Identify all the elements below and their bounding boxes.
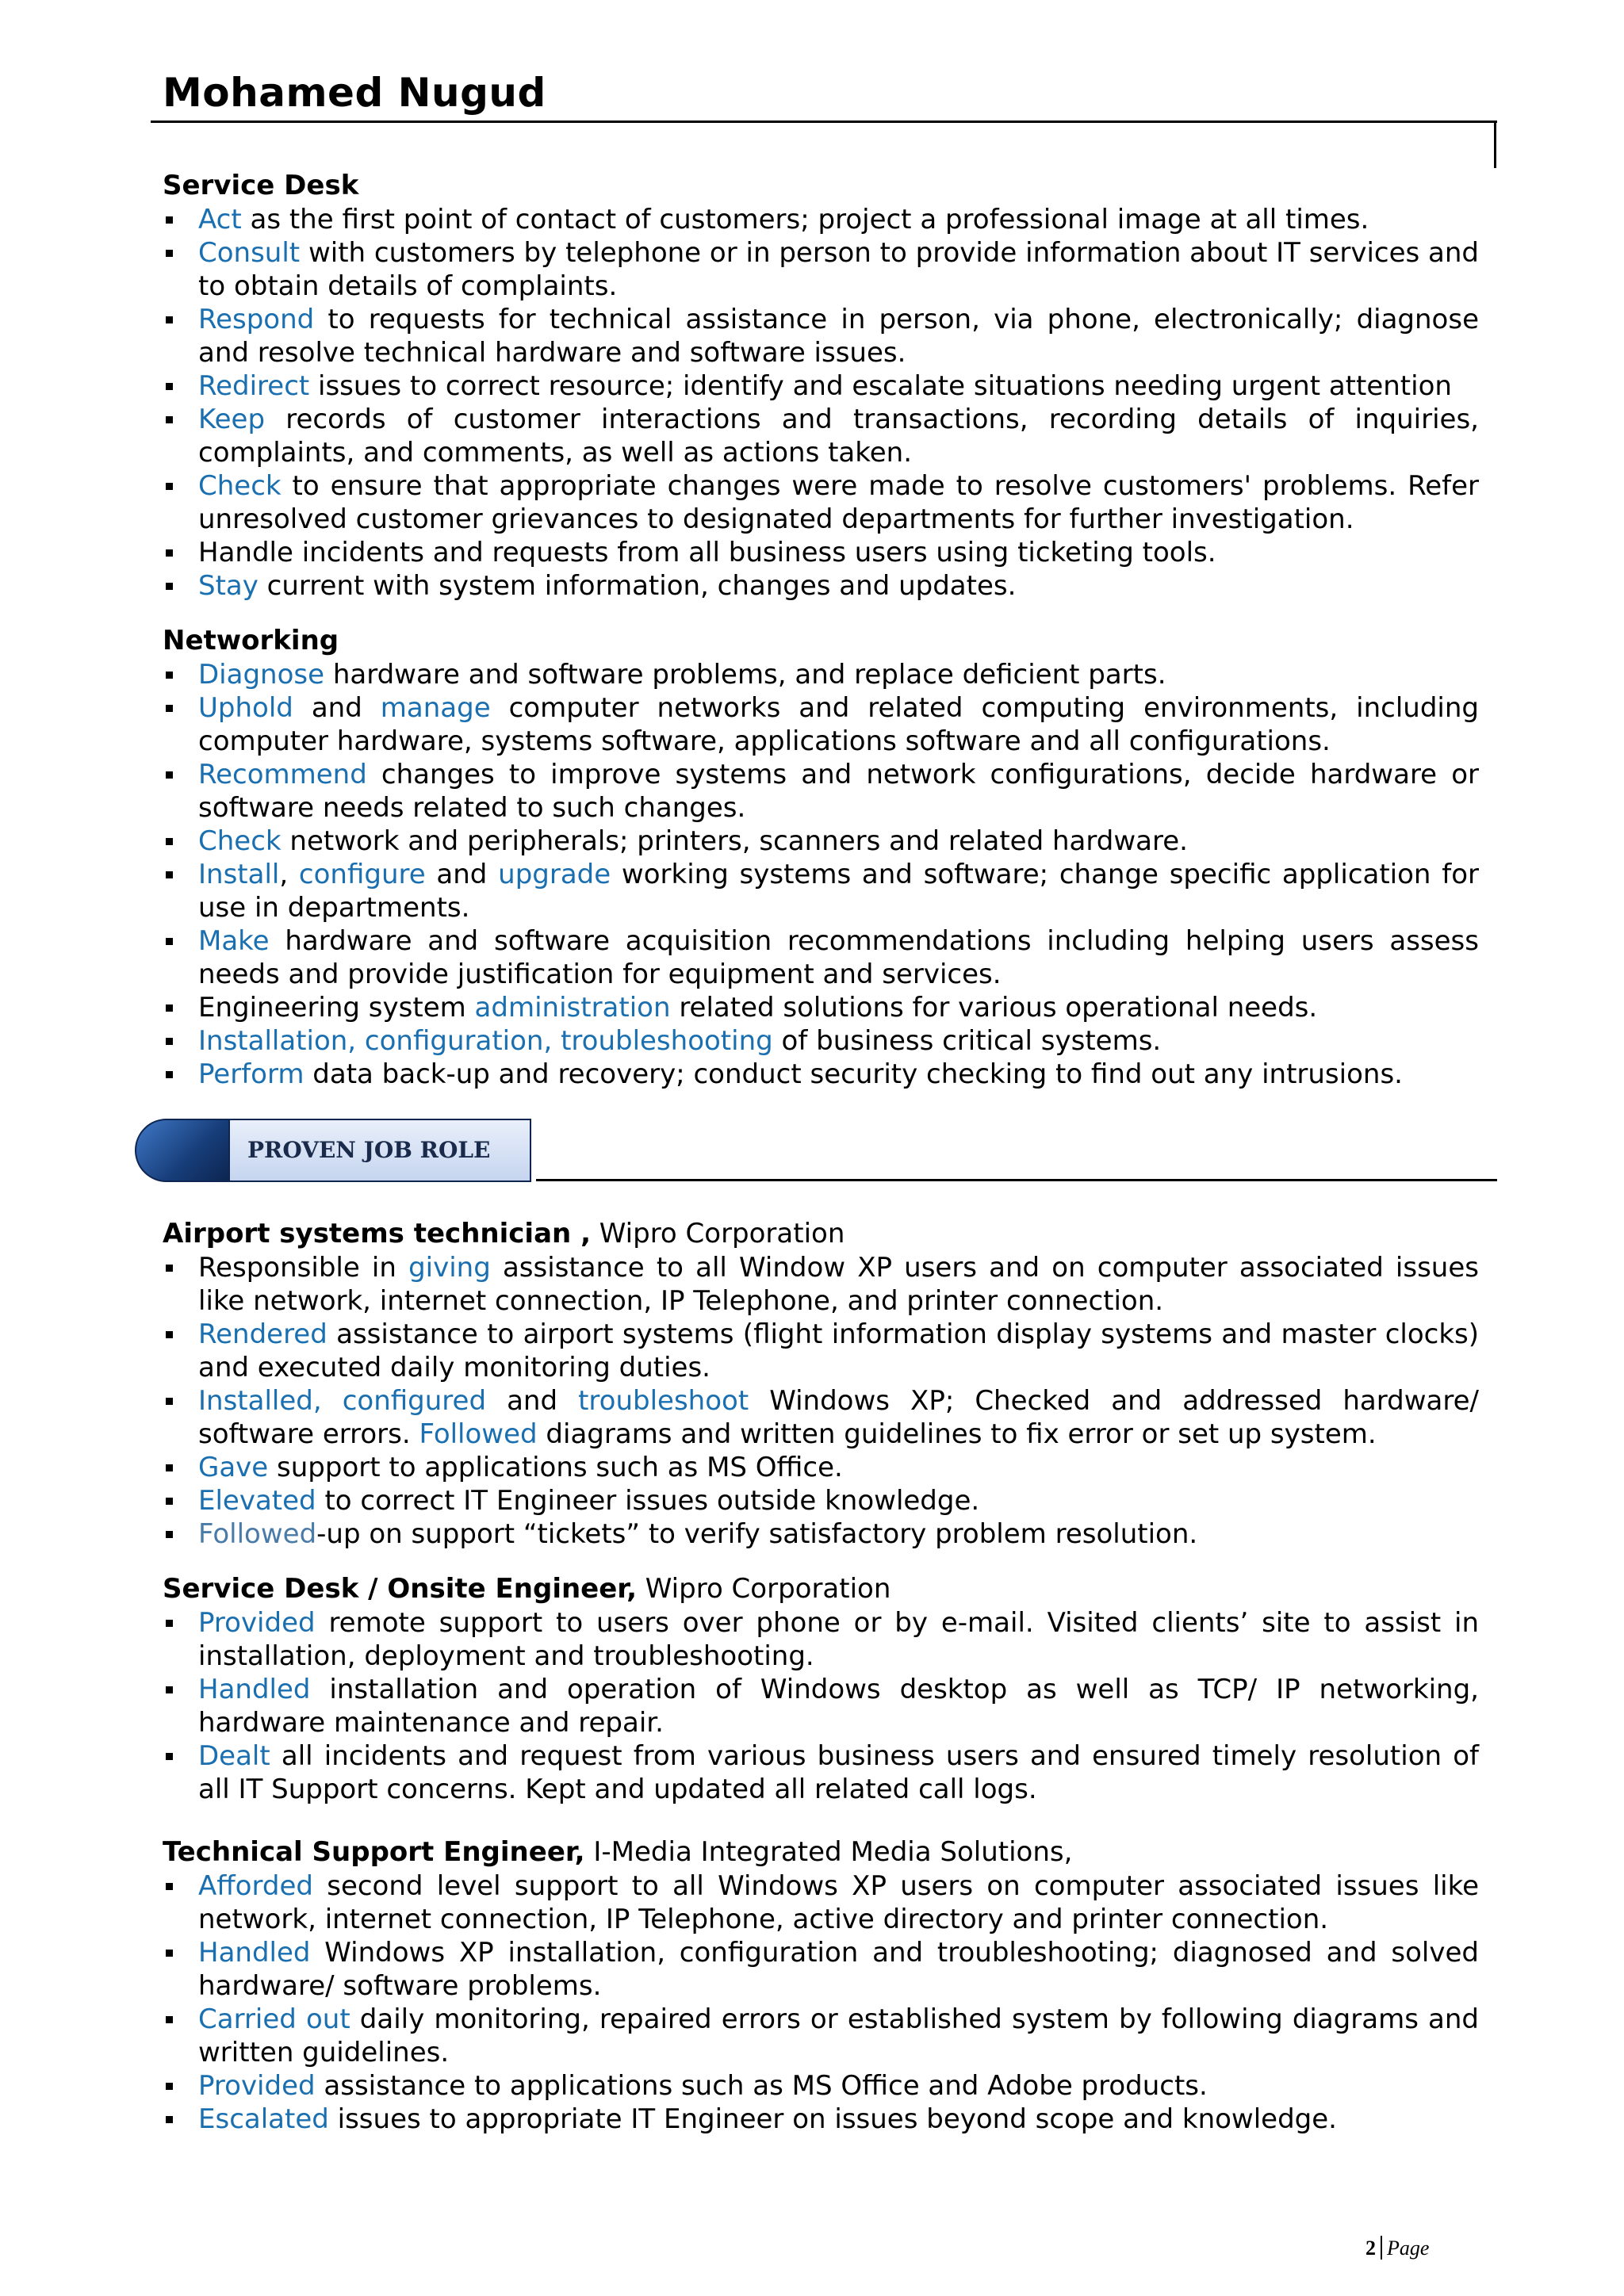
header-rule: [151, 121, 1497, 123]
item-text: installation and operation of Windows desktop as well as TCP/ IP networking, hardware maintenance and repair.: [198, 1674, 1479, 1739]
job-entry: [163, 1216, 1479, 1551]
item-text: current with system information, changes and updates.: [258, 570, 1017, 602]
job-company: I-Media Integrated Media Solutions,: [584, 1836, 1073, 1868]
item-text: issues to correct resource; identify and escalate situations needing urgent attention: [309, 370, 1452, 402]
list-item: [163, 1318, 1479, 1384]
item-text: assistance to all Window XP users and on computer associated issues like network, internet connection, IP Telephone, and printer connection.: [198, 1252, 1479, 1317]
list-item: [163, 1869, 1479, 1936]
item-text: -up on support “tickets” to verify satisfactory problem resolution.: [316, 1518, 1198, 1550]
bullet-list: [163, 658, 1479, 1091]
job-title: Service Desk / Onsite Engineer,: [163, 1573, 637, 1605]
list-item: [163, 858, 1479, 924]
list-item: [163, 1024, 1479, 1058]
job-heading: [163, 1835, 1479, 1869]
highlighted-verb: Followed: [198, 1518, 317, 1550]
item-text: second level support to all Windows XP users on computer associated issues like network, internet connection, IP Telephone, active directory and printer connection.: [198, 1870, 1479, 1935]
highlighted-verb: Check: [198, 825, 282, 857]
page-footer: [1365, 2236, 1429, 2260]
item-text: computer networks and related computing environments, including computer hardware, systems software, applications software and all configurations.: [198, 692, 1479, 757]
job-entry: [163, 1835, 1479, 2136]
bullet-list: [163, 1251, 1479, 1551]
list-item: [163, 236, 1479, 303]
list-item: [163, 1936, 1479, 2003]
item-text: changes to improve systems and network configurations, decide hardware or software needs related to such changes.: [198, 759, 1479, 824]
section-title: Service Desk: [163, 170, 359, 201]
highlighted-verb: configure: [298, 859, 426, 890]
list-item: [163, 1451, 1479, 1484]
item-text: hardware and software problems, and replace deficient parts.: [324, 659, 1166, 691]
item-text: to requests for technical assistance in person, via phone, electronically; diagnose and resolve technical hardware and software issues.: [198, 304, 1479, 369]
header-rule-tick: [1494, 121, 1496, 168]
list-item: [163, 758, 1479, 825]
highlighted-verb: Carried out: [198, 2003, 350, 2035]
highlighted-verb: Install: [198, 859, 280, 890]
job-title: Airport systems technician ,: [163, 1218, 591, 1249]
job-company: Wipro Corporation: [590, 1218, 845, 1249]
item-text: records of customer interactions and transactions, recording details of inquiries, complaints, and comments, as well as actions taken.: [198, 404, 1479, 469]
highlighted-verb: giving: [408, 1252, 491, 1284]
list-item: [163, 1251, 1479, 1318]
highlighted-verb: Provided: [198, 1607, 316, 1639]
item-text: Responsible in: [198, 1252, 409, 1284]
list-item: [163, 1673, 1479, 1739]
banner-label: PROVEN JOB ROLE: [247, 1137, 491, 1163]
bullet-list: [163, 203, 1479, 603]
highlighted-verb: Consult: [198, 237, 301, 269]
list-item: [163, 658, 1479, 691]
list-item: [163, 1517, 1479, 1551]
highlighted-verb: Make: [198, 925, 270, 957]
highlighted-verb: Redirect: [198, 370, 310, 402]
highlighted-verb: upgrade: [498, 859, 611, 890]
candidate-name: Mohamed Nugud: [163, 70, 546, 116]
item-text: remote support to users over phone or by e-mail. Visited clients’ site to assist in installation, deployment and troubleshooting.: [198, 1607, 1479, 1672]
item-text: Windows XP; Checked and addressed hardware/ software errors.: [198, 1385, 1479, 1450]
item-text: ,: [279, 859, 299, 890]
proven-job-role-banner: [135, 1119, 531, 1182]
list-item: [163, 1606, 1479, 1673]
item-text: network and peripherals; printers, scanners and related hardware.: [281, 825, 1188, 857]
item-text: to correct IT Engineer issues outside knowledge.: [316, 1485, 980, 1517]
item-text: and: [486, 1385, 579, 1417]
bullet-list: [163, 1869, 1479, 2136]
list-item: [163, 1058, 1479, 1091]
item-text: Windows XP installation, configuration and troubleshooting; diagnosed and solved hardware/ software problems.: [198, 1937, 1479, 2002]
list-item: [163, 303, 1479, 369]
highlighted-verb: Keep: [198, 404, 266, 435]
highlighted-verb: Recommend: [198, 759, 367, 790]
item-text: related solutions for various operational needs.: [670, 992, 1318, 1024]
item-text: to ensure that appropriate changes were made to resolve customers' problems. Refer unresolved customer grievances to designated departments for further investigation.: [198, 470, 1479, 535]
highlighted-verb: Uphold: [198, 692, 293, 724]
highlighted-verb: Perform: [198, 1058, 304, 1090]
footer-divider: [1381, 2236, 1382, 2260]
list-item: [163, 1739, 1479, 1806]
list-item: [163, 924, 1479, 991]
service-desk-section: [163, 168, 1479, 603]
job-entry: [163, 1571, 1479, 1806]
banner-rule: [536, 1179, 1497, 1181]
list-item: [163, 825, 1479, 858]
highlighted-verb: Elevated: [198, 1485, 316, 1517]
highlighted-verb: Check: [198, 470, 282, 502]
job-company: Wipro Corporation: [637, 1573, 891, 1605]
highlighted-verb: Diagnose: [198, 659, 325, 691]
list-item: [163, 691, 1479, 758]
item-text: and: [425, 859, 499, 890]
list-item: [163, 203, 1479, 236]
list-item: [163, 2103, 1479, 2136]
highlighted-verb: Respond: [198, 304, 315, 335]
item-text: and: [293, 692, 381, 724]
list-item: [163, 403, 1479, 469]
highlighted-verb: Act: [198, 204, 242, 235]
page-number: 2: [1365, 2237, 1376, 2260]
highlighted-verb: Followed: [419, 1418, 538, 1450]
banner-cap-icon: [135, 1119, 230, 1182]
highlighted-verb: Afforded: [198, 1870, 313, 1902]
item-text: with customers by telephone or in person to provide information about IT services and to obtain details of complaints.: [198, 237, 1479, 302]
list-item: [163, 1484, 1479, 1517]
item-text: assistance to airport systems (flight information display systems and master clocks) and executed daily monitoring duties.: [198, 1318, 1479, 1383]
highlighted-verb: troubleshoot: [578, 1385, 749, 1417]
highlighted-verb: Installation, configuration, troubleshooting: [198, 1025, 773, 1057]
item-text: of business critical systems.: [772, 1025, 1162, 1057]
item-text: daily monitoring, repaired errors or established system by following diagrams and written guidelines.: [198, 2003, 1479, 2068]
list-item: [163, 469, 1479, 536]
highlighted-verb: manage: [380, 692, 491, 724]
item-text: assistance to applications such as MS Office and Adobe products.: [315, 2070, 1208, 2102]
item-text: hardware and software acquisition recommendations including helping users assess needs and provide justification for equipment and services.: [198, 925, 1479, 990]
section-title: Networking: [163, 625, 339, 656]
networking-section: [163, 623, 1479, 1091]
list-item: [163, 2069, 1479, 2103]
highlighted-verb: Provided: [198, 2070, 316, 2102]
list-item: [163, 2003, 1479, 2069]
list-item: [163, 369, 1479, 403]
list-item: [163, 569, 1479, 603]
list-item: [163, 536, 1479, 569]
bullet-list: [163, 1606, 1479, 1806]
item-text: Engineering system: [198, 992, 475, 1024]
highlighted-verb: Dealt: [198, 1740, 270, 1772]
list-item: [163, 991, 1479, 1024]
item-text: Handle incidents and requests from all business users using ticketing tools.: [198, 537, 1216, 568]
item-text: working systems and software; change specific application for use in departments.: [198, 859, 1479, 924]
highlighted-verb: Installed, configured: [198, 1385, 487, 1417]
job-heading: [163, 1571, 1479, 1606]
item-text: data back-up and recovery; conduct security checking to find out any intrusions.: [304, 1058, 1403, 1090]
item-text: support to applications such as MS Office.: [268, 1452, 843, 1483]
highlighted-verb: Handled: [198, 1937, 311, 1969]
highlighted-verb: Handled: [198, 1674, 311, 1705]
highlighted-verb: Rendered: [198, 1318, 327, 1350]
item-text: as the first point of contact of customers; project a professional image at all times.: [241, 204, 1369, 235]
job-heading: [163, 1216, 1479, 1251]
page-label: Page: [1387, 2237, 1430, 2260]
list-item: [163, 1384, 1479, 1451]
highlighted-verb: Stay: [198, 570, 259, 602]
highlighted-verb: Gave: [198, 1452, 269, 1483]
item-text: issues to appropriate IT Engineer on issues beyond scope and knowledge.: [328, 2103, 1337, 2135]
highlighted-verb: Escalated: [198, 2103, 329, 2135]
item-text: all incidents and request from various business users and ensured timely resolution of all IT Support concerns. Kept and updated all related call logs.: [198, 1740, 1479, 1805]
job-title: Technical Support Engineer,: [163, 1836, 585, 1868]
highlighted-verb: administration: [474, 992, 671, 1024]
item-text: diagrams and written guidelines to fix error or set up system.: [537, 1418, 1377, 1450]
